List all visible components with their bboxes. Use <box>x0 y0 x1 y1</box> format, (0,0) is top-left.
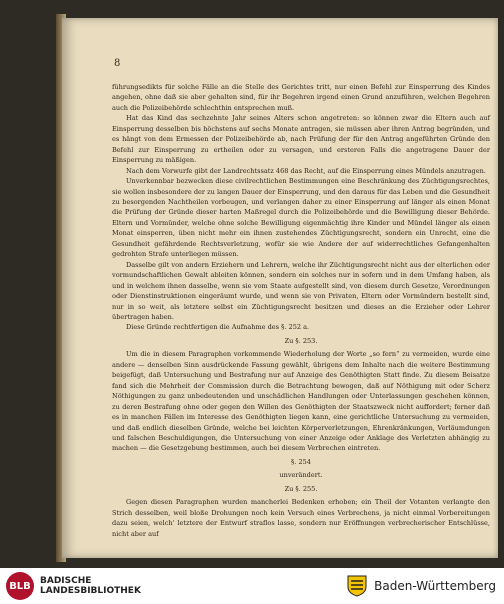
blb-name <box>40 576 141 596</box>
paragraph-5: Dasselbe gilt von andern Erziehern und Lehrern, welche ihr Züchtigungsrecht nicht aus der elterlichen oder vormundschaftlichen Gewalt ableiten können, sondern ein solches nur in sofern und in dem Umfang haben, als und in welchem ihnen dasselbe, wenn sie vom Staate aufgestellt sind, von diesem durch Gesetze, Verordnungen oder Dienstinstruktionen eingeräumt wurde, und wenn sie von Privaten, Eltern oder Vormündern bestellt sind, nur in so weit, als letztere selbst ein Züchtigungsrecht besitzen und dieses an die Erzieher oder Lehrer übertragen haben. <box>112 260 490 321</box>
book-page <box>62 18 498 558</box>
page-number: 8 <box>114 58 121 69</box>
blb-name-line1: BADISCHE <box>40 576 92 586</box>
baden-wuerttemberg-logo[interactable] <box>346 574 496 598</box>
page-body <box>112 82 490 539</box>
section-254-heading: §. 254 <box>291 457 311 466</box>
paragraph-2: Hat das Kind das sechzehnte Jahr seines Alters schon angetreten: so können zwar die Eltern auch auf Einsperrung desselben bis höchstens auf sechs Monate antragen, sie müssen aber ihren Antrag begründen, und es hängt von dem Ermessen der Polizeibehörde ab, nach Prüfung der für den Antrag angeführten Gründe den Befehl zur Einsperrung zu ertheilen oder zu versagen, und ersteren Falls die angetragene Dauer der Einsperrung zu mäßigen. <box>112 114 490 165</box>
section-253-paragraph: Um die in diesem Paragraphen vorkommende Wiederholung der Worte „so fern“ zu vermeiden, wurde eine andere — denselben Sinn ausdrückende Fassung gewählt, übrigens dem Inhalte nach die weitere Bestimmung beigefügt, daß Untersuchung und Bestrafung nur auf Anzeige des Genöthigten Statt finde. Zu diesem Beisatze fand sich die Mehrheit der Commission durch die Betrachtung bewogen, daß auf Nöthigung mit oder Scherz Nöthigungen zu ganz unbedeutenden und unschädlichen Handlungen oder Unterlassungen geschehen können, zu deren Bestrafung ohne oder gegen den Willen des Genöthigten der Staatszweck nicht auffordert; ferner daß es in manchen Fällen im Interesse des Genöthigten liegen kann, eine gerichtliche Untersuchung zu vermeiden, und daß endlich dieselben Gründe, welche bei leichten Körperverletzungen, Ehrenkränkungen, Verläumdungen und falschen Beschuldigungen, die Untersuchung von einer Anzeige oder Anklage des Verletzten abhängig zu machen — die Gesetzgebung bestimmen, auch bei diesem Verbrechen eintreten. <box>112 350 490 453</box>
footer-bar <box>0 568 504 604</box>
crest-icon <box>346 574 368 598</box>
paragraph-1: führungsedikts für solche Fälle an die Stelle des Gerichtes tritt, nur einen Befehl zur Einsperrung des Kindes angehen, ohne daß sie aber gehalten sind, für ihr Begehren irgend einen Grund anzuführen, welchen Begehren auch die Polizeibehörde schlechthin entsprechen muß. <box>112 83 490 112</box>
blb-badge-icon: BLB <box>6 572 34 600</box>
section-255-paragraph: Gegen diesen Paragraphen wurden mancherlei Bedenken erhoben; ein Theil der Votanten verlangte den Strich desselben, weil bloße Drohungen noch kein Versuch eines Verbrechens, ja nicht einmal Vorbereitungen dazu seien, welch' letztere der Entwurf straflos lasse, sondern nur Eröffnungen verbrecherischer Entschlüsse, nicht aber auf <box>112 498 490 538</box>
section-255-heading: Zu §. 255. <box>284 484 318 493</box>
paragraph-6: Diese Gründe rechtfertigen die Aufnahme des §. 252 a. <box>126 323 310 332</box>
section-253-heading: Zu §. 253. <box>284 336 318 345</box>
paragraph-3: Nach dem Vorwurfe gibt der Landrechtssatz 468 das Recht, auf die Einsperrung eines Mündels anzutragen. <box>126 166 486 175</box>
blb-name-line2: LANDESBIBLIOTHEK <box>40 586 141 596</box>
section-254-subheading: unverändert. <box>279 471 323 480</box>
baden-wuerttemberg-label: Baden-Württemberg <box>374 579 496 593</box>
blb-logo[interactable] <box>6 572 141 600</box>
paragraph-4: Unverkennbar bezwecken diese civilrechtlichen Bestimmungen eine Beschränkung des Züchtigungsrechtes, sie wollen insbesondere der zu langen Dauer der Einsperrung, und den daraus für das Leben und die Gesundheit zu besorgenden Nachtheilen vorbeugen, und verlangen daher zu einer Einsperrung auf länger als einen Monat die Prüfung der Gründe dieser harten Maßregel durch die Polizeibehörde und die Bewilligung dieser Behörde. Eltern und Vormünder, welche ohne solche Bewilligung eigenmächtig ihre Kinder und Mündel länger als einen Monat einsperren, üben nicht mehr ein ihnen zustehendes Züchtigungsrecht, sondern ein Unrecht, eine die Gesundheit gefährdende Rechtsverletzung, wofür sie wie Andere der auf widerrechtliches Gefangenhalten gedrohten Strafe unterliegen müssen. <box>112 177 490 259</box>
